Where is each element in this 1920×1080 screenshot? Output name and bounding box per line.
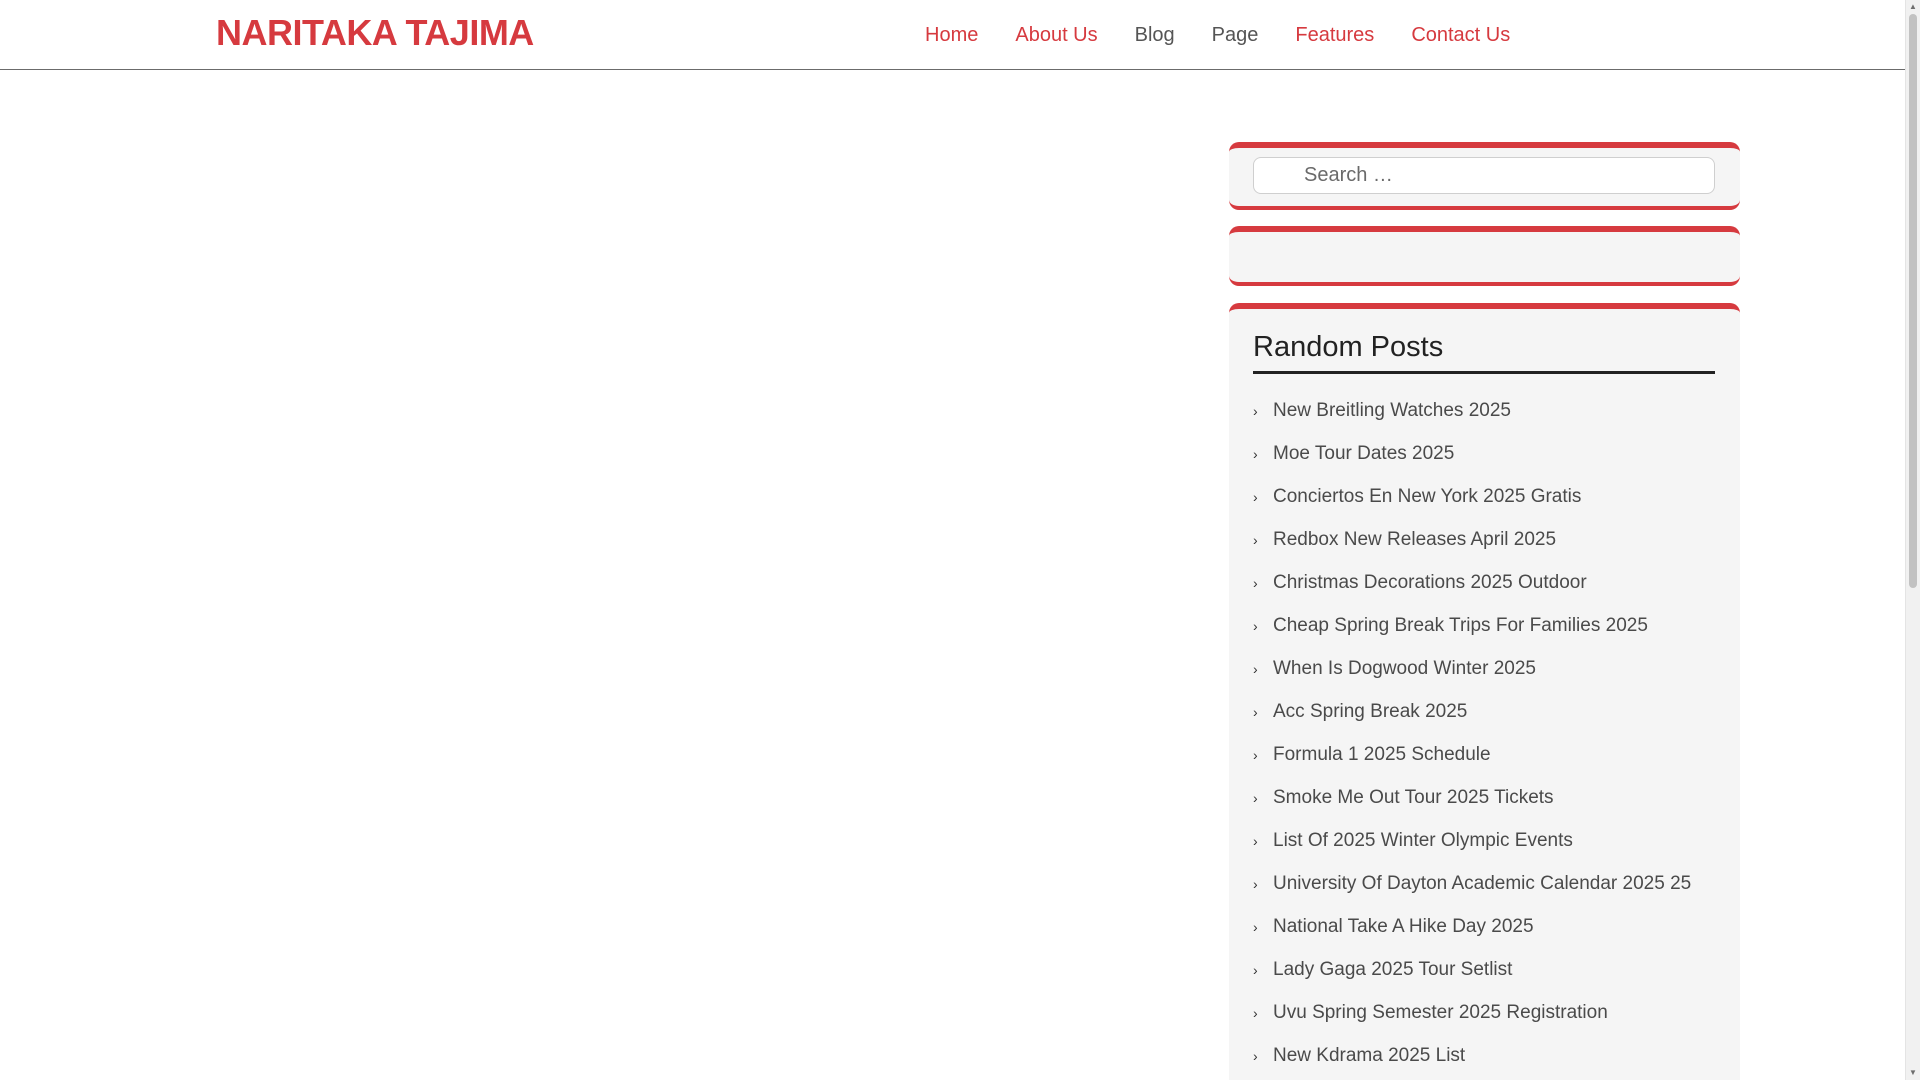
post-link[interactable]: Conciertos En New York 2025 Gratis [1273, 485, 1582, 507]
scroll-up-arrow-icon[interactable]: ▲ [1909, 2, 1917, 11]
chevron-right-icon: › [1253, 660, 1258, 677]
list-item[interactable] [1253, 733, 1715, 776]
chevron-right-icon: › [1253, 445, 1258, 462]
random-posts-widget [1229, 303, 1740, 1080]
chevron-right-icon: › [1253, 488, 1258, 505]
random-posts-list [1253, 389, 1715, 1077]
search-input[interactable] [1302, 163, 1682, 188]
list-item[interactable] [1253, 905, 1715, 948]
post-link[interactable]: Lady Gaga 2025 Tour Setlist [1273, 958, 1513, 980]
post-link[interactable]: Uvu Spring Semester 2025 Registration [1273, 1001, 1608, 1023]
list-item[interactable] [1253, 819, 1715, 862]
post-link[interactable]: New Breitling Watches 2025 [1273, 399, 1511, 421]
post-link[interactable]: Acc Spring Break 2025 [1273, 700, 1468, 722]
search-widget [1229, 142, 1740, 210]
chevron-right-icon: › [1253, 703, 1258, 720]
nav-about-us[interactable]: About Us [1015, 23, 1098, 46]
post-link[interactable]: Moe Tour Dates 2025 [1273, 442, 1455, 464]
chevron-right-icon: › [1253, 574, 1258, 591]
chevron-right-icon: › [1253, 402, 1258, 419]
post-link[interactable]: List Of 2025 Winter Olympic Events [1273, 829, 1573, 851]
nav-blog[interactable]: Blog [1134, 23, 1175, 46]
post-link[interactable]: Redbox New Releases April 2025 [1273, 528, 1557, 550]
vertical-scrollbar[interactable] [1905, 0, 1920, 1080]
chevron-right-icon: › [1253, 961, 1258, 978]
post-link[interactable]: Christmas Decorations 2025 Outdoor [1273, 571, 1587, 593]
site-header [0, 0, 1905, 70]
nav-contact-us[interactable]: Contact Us [1411, 23, 1511, 46]
post-link[interactable]: National Take A Hike Day 2025 [1273, 915, 1534, 937]
nav-home[interactable]: Home [925, 23, 979, 46]
list-item[interactable] [1253, 604, 1715, 647]
list-item[interactable] [1253, 1034, 1715, 1077]
post-link[interactable]: Smoke Me Out Tour 2025 Tickets [1273, 786, 1554, 808]
list-item[interactable] [1253, 862, 1715, 905]
list-item[interactable] [1253, 647, 1715, 690]
chevron-right-icon: › [1253, 531, 1258, 548]
chevron-right-icon: › [1253, 789, 1258, 806]
scroll-down-arrow-icon[interactable]: ▼ [1909, 1068, 1917, 1077]
post-link[interactable]: Formula 1 2025 Schedule [1273, 743, 1491, 765]
list-item[interactable] [1253, 518, 1715, 561]
list-item[interactable] [1253, 475, 1715, 518]
chevron-right-icon: › [1253, 918, 1258, 935]
post-link[interactable]: New Kdrama 2025 List [1273, 1044, 1466, 1066]
nav-features[interactable]: Features [1295, 23, 1375, 46]
chevron-right-icon: › [1253, 746, 1258, 763]
empty-widget [1229, 226, 1740, 286]
list-item[interactable] [1253, 432, 1715, 475]
post-link[interactable]: University Of Dayton Academic Calendar 2025 25 [1273, 872, 1692, 894]
post-link[interactable]: Cheap Spring Break Trips For Families 2025 [1273, 614, 1648, 636]
search-icon[interactable] [1266, 165, 1288, 187]
list-item[interactable] [1253, 991, 1715, 1034]
search-form [1253, 157, 1715, 194]
site-title-link[interactable]: NARITAKA TAJIMA [216, 12, 534, 53]
chevron-right-icon: › [1253, 1047, 1258, 1064]
list-item[interactable] [1253, 389, 1715, 432]
list-item[interactable] [1253, 948, 1715, 991]
list-item[interactable] [1253, 776, 1715, 819]
nav-page[interactable]: Page [1211, 23, 1259, 46]
list-item[interactable] [1253, 561, 1715, 604]
post-link[interactable]: When Is Dogwood Winter 2025 [1273, 657, 1536, 679]
scroll-thumb[interactable] [1909, 14, 1917, 588]
main-nav [925, 0, 1547, 70]
chevron-right-icon: › [1253, 832, 1258, 849]
list-item[interactable] [1253, 690, 1715, 733]
chevron-right-icon: › [1253, 617, 1258, 634]
chevron-right-icon: › [1253, 1004, 1258, 1021]
random-posts-title: Random Posts [1253, 331, 1715, 374]
chevron-right-icon: › [1253, 875, 1258, 892]
